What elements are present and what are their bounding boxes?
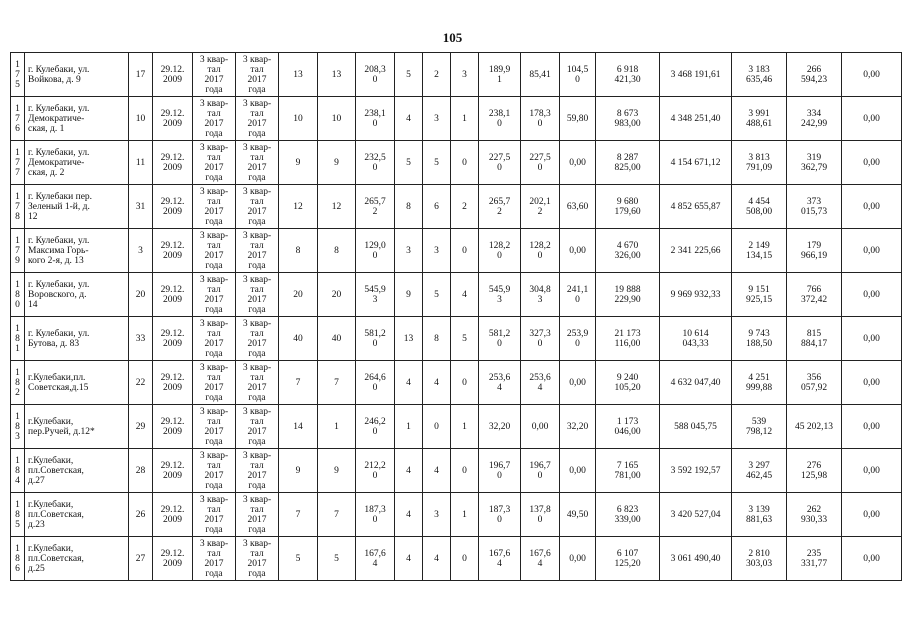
local-cost-cell: 276 125,98 [787, 449, 842, 493]
local-cost-cell: 815 884,17 [787, 317, 842, 361]
date-cell: 29.12. 2009 [153, 537, 193, 581]
planned-quarter-cell: 3 квар- тал 2017 года [193, 405, 236, 449]
date-cell: 29.12. 2009 [153, 493, 193, 537]
row-number-cell: 1 8 4 [11, 449, 25, 493]
date-cell: 29.12. 2009 [153, 361, 193, 405]
apartments-municipal-cell: 0 [451, 537, 479, 581]
apartments-total-cell: 3 [395, 229, 423, 273]
apartments-total-cell: 9 [395, 273, 423, 317]
fund-cost-cell: 3 420 527,04 [660, 493, 732, 537]
planned-quarter-cell: 3 квар- тал 2017 года [193, 537, 236, 581]
table-row [11, 185, 902, 229]
other-cost-cell: 0,00 [842, 493, 902, 537]
date-cell: 29.12. 2009 [153, 317, 193, 361]
row-number-cell: 1 8 0 [11, 273, 25, 317]
area-relocated-cell: 187,3 0 [479, 493, 521, 537]
area-private-cell: 85,41 [521, 53, 560, 97]
area-total-cell: 167,6 4 [356, 537, 395, 581]
area-municipal-cell: 253,9 0 [560, 317, 596, 361]
address-cell: г. Кулебаки, ул. Воровского, д. 14 [25, 273, 129, 317]
area-total-cell: 212,2 0 [356, 449, 395, 493]
residents-relocated-cell: 7 [318, 361, 356, 405]
apartments-total-cell: 4 [395, 361, 423, 405]
row-number-cell: 1 8 2 [11, 361, 25, 405]
table-row [11, 405, 902, 449]
area-relocated-cell: 32,20 [479, 405, 521, 449]
area-total-cell: 246,2 0 [356, 405, 395, 449]
area-private-cell: 304,8 3 [521, 273, 560, 317]
address-cell: г.Кулебаки, пл.Советская, д.23 [25, 493, 129, 537]
apartments-total-cell: 4 [395, 449, 423, 493]
local-cost-cell: 235 331,77 [787, 537, 842, 581]
table-body [11, 53, 902, 581]
fund-cost-cell: 3 061 490,40 [660, 537, 732, 581]
area-relocated-cell: 189,9 1 [479, 53, 521, 97]
code-cell: 11 [129, 141, 153, 185]
local-cost-cell: 766 372,42 [787, 273, 842, 317]
code-cell: 3 [129, 229, 153, 273]
planned-quarter-cell: 3 квар- тал 2017 года [193, 317, 236, 361]
code-cell: 27 [129, 537, 153, 581]
local-cost-cell: 179 966,19 [787, 229, 842, 273]
other-cost-cell: 0,00 [842, 141, 902, 185]
area-private-cell: 178,3 0 [521, 97, 560, 141]
area-relocated-cell: 545,9 3 [479, 273, 521, 317]
apartments-private-cell: 4 [423, 449, 451, 493]
planned-quarter-cell: 3 квар- тал 2017 года [193, 229, 236, 273]
actual-quarter-cell: 3 квар- тал 2017 года [236, 53, 279, 97]
apartments-private-cell: 8 [423, 317, 451, 361]
cost-total-cell: 7 165 781,00 [596, 449, 660, 493]
area-total-cell: 129,0 0 [356, 229, 395, 273]
area-total-cell: 187,3 0 [356, 493, 395, 537]
area-municipal-cell: 0,00 [560, 449, 596, 493]
fund-cost-cell: 4 852 655,87 [660, 185, 732, 229]
area-municipal-cell: 104,5 0 [560, 53, 596, 97]
residents-total-cell: 8 [279, 229, 318, 273]
residents-relocated-cell: 20 [318, 273, 356, 317]
apartments-municipal-cell: 1 [451, 405, 479, 449]
apartments-private-cell: 5 [423, 141, 451, 185]
actual-quarter-cell: 3 квар- тал 2017 года [236, 493, 279, 537]
date-cell: 29.12. 2009 [153, 449, 193, 493]
apartments-total-cell: 13 [395, 317, 423, 361]
fund-cost-cell: 4 154 671,12 [660, 141, 732, 185]
area-private-cell: 0,00 [521, 405, 560, 449]
area-relocated-cell: 227,5 0 [479, 141, 521, 185]
planned-quarter-cell: 3 квар- тал 2017 года [193, 97, 236, 141]
table-row [11, 97, 902, 141]
table-row [11, 537, 902, 581]
address-cell: г.Кулебаки, пер.Ручей, д.12* [25, 405, 129, 449]
region-cost-cell: 9 743 188,50 [732, 317, 787, 361]
region-cost-cell: 4 251 999,88 [732, 361, 787, 405]
region-cost-cell: 2 810 303,03 [732, 537, 787, 581]
residents-total-cell: 12 [279, 185, 318, 229]
apartments-private-cell: 2 [423, 53, 451, 97]
cost-total-cell: 6 823 339,00 [596, 493, 660, 537]
local-cost-cell: 262 930,33 [787, 493, 842, 537]
area-private-cell: 128,2 0 [521, 229, 560, 273]
area-relocated-cell: 265,7 2 [479, 185, 521, 229]
residents-relocated-cell: 10 [318, 97, 356, 141]
row-number-cell: 1 7 9 [11, 229, 25, 273]
area-private-cell: 327,3 0 [521, 317, 560, 361]
region-cost-cell: 2 149 134,15 [732, 229, 787, 273]
residents-relocated-cell: 9 [318, 141, 356, 185]
cost-total-cell: 9 240 105,20 [596, 361, 660, 405]
row-number-cell: 1 8 1 [11, 317, 25, 361]
address-cell: г. Кулебаки, ул. Бутова, д. 83 [25, 317, 129, 361]
other-cost-cell: 0,00 [842, 97, 902, 141]
other-cost-cell: 0,00 [842, 449, 902, 493]
table-row [11, 317, 902, 361]
fund-cost-cell: 588 045,75 [660, 405, 732, 449]
actual-quarter-cell: 3 квар- тал 2017 года [236, 273, 279, 317]
row-number-cell: 1 8 3 [11, 405, 25, 449]
code-cell: 26 [129, 493, 153, 537]
other-cost-cell: 0,00 [842, 229, 902, 273]
code-cell: 29 [129, 405, 153, 449]
area-private-cell: 227,5 0 [521, 141, 560, 185]
local-cost-cell: 45 202,13 [787, 405, 842, 449]
residents-total-cell: 14 [279, 405, 318, 449]
address-cell: г.Кулебаки,пл. Советская,д.15 [25, 361, 129, 405]
area-municipal-cell: 49,50 [560, 493, 596, 537]
region-cost-cell: 539 798,12 [732, 405, 787, 449]
code-cell: 33 [129, 317, 153, 361]
date-cell: 29.12. 2009 [153, 141, 193, 185]
apartments-total-cell: 4 [395, 493, 423, 537]
apartments-total-cell: 4 [395, 97, 423, 141]
area-municipal-cell: 241,1 0 [560, 273, 596, 317]
other-cost-cell: 0,00 [842, 537, 902, 581]
table-row [11, 229, 902, 273]
address-cell: г. Кулебаки, ул. Максима Горь- кого 2-я, д. 13 [25, 229, 129, 273]
residents-relocated-cell: 9 [318, 449, 356, 493]
area-municipal-cell: 0,00 [560, 361, 596, 405]
apartments-private-cell: 4 [423, 361, 451, 405]
cost-total-cell: 21 173 116,00 [596, 317, 660, 361]
date-cell: 29.12. 2009 [153, 53, 193, 97]
actual-quarter-cell: 3 квар- тал 2017 года [236, 537, 279, 581]
apartments-municipal-cell: 3 [451, 53, 479, 97]
address-cell: г. Кулебаки, ул. Демократиче- ская, д. 2 [25, 141, 129, 185]
apartments-municipal-cell: 0 [451, 229, 479, 273]
residents-total-cell: 7 [279, 361, 318, 405]
area-private-cell: 196,7 0 [521, 449, 560, 493]
actual-quarter-cell: 3 квар- тал 2017 года [236, 405, 279, 449]
area-relocated-cell: 196,7 0 [479, 449, 521, 493]
area-municipal-cell: 0,00 [560, 229, 596, 273]
residents-relocated-cell: 5 [318, 537, 356, 581]
other-cost-cell: 0,00 [842, 361, 902, 405]
code-cell: 17 [129, 53, 153, 97]
area-total-cell: 208,3 0 [356, 53, 395, 97]
other-cost-cell: 0,00 [842, 185, 902, 229]
planned-quarter-cell: 3 квар- тал 2017 года [193, 361, 236, 405]
residents-relocated-cell: 12 [318, 185, 356, 229]
page-number: 105 [442, 30, 463, 45]
apartments-municipal-cell: 1 [451, 493, 479, 537]
residents-total-cell: 9 [279, 449, 318, 493]
other-cost-cell: 0,00 [842, 405, 902, 449]
area-municipal-cell: 0,00 [560, 537, 596, 581]
apartments-private-cell: 4 [423, 537, 451, 581]
area-relocated-cell: 253,6 4 [479, 361, 521, 405]
code-cell: 22 [129, 361, 153, 405]
local-cost-cell: 373 015,73 [787, 185, 842, 229]
fund-cost-cell: 4 632 047,40 [660, 361, 732, 405]
cost-total-cell: 8 673 983,00 [596, 97, 660, 141]
apartments-private-cell: 3 [423, 493, 451, 537]
actual-quarter-cell: 3 квар- тал 2017 года [236, 361, 279, 405]
residents-total-cell: 10 [279, 97, 318, 141]
apartments-total-cell: 8 [395, 185, 423, 229]
actual-quarter-cell: 3 квар- тал 2017 года [236, 449, 279, 493]
cost-total-cell: 6 107 125,20 [596, 537, 660, 581]
actual-quarter-cell: 3 квар- тал 2017 года [236, 185, 279, 229]
planned-quarter-cell: 3 квар- тал 2017 года [193, 53, 236, 97]
area-municipal-cell: 32,20 [560, 405, 596, 449]
code-cell: 28 [129, 449, 153, 493]
area-total-cell: 581,2 0 [356, 317, 395, 361]
region-cost-cell: 9 151 925,15 [732, 273, 787, 317]
region-cost-cell: 3 183 635,46 [732, 53, 787, 97]
date-cell: 29.12. 2009 [153, 97, 193, 141]
local-cost-cell: 356 057,92 [787, 361, 842, 405]
residents-relocated-cell: 1 [318, 405, 356, 449]
address-cell: г. Кулебаки, ул. Войкова, д. 9 [25, 53, 129, 97]
local-cost-cell: 334 242,99 [787, 97, 842, 141]
apartments-municipal-cell: 4 [451, 273, 479, 317]
date-cell: 29.12. 2009 [153, 185, 193, 229]
row-number-cell: 1 7 5 [11, 53, 25, 97]
code-cell: 20 [129, 273, 153, 317]
apartments-total-cell: 5 [395, 141, 423, 185]
area-municipal-cell: 0,00 [560, 141, 596, 185]
area-total-cell: 265,7 2 [356, 185, 395, 229]
other-cost-cell: 0,00 [842, 53, 902, 97]
cost-total-cell: 4 670 326,00 [596, 229, 660, 273]
apartments-total-cell: 1 [395, 405, 423, 449]
residents-total-cell: 40 [279, 317, 318, 361]
area-private-cell: 202,1 2 [521, 185, 560, 229]
address-cell: г.Кулебаки, пл.Советская, д.25 [25, 537, 129, 581]
region-cost-cell: 3 813 791,09 [732, 141, 787, 185]
date-cell: 29.12. 2009 [153, 229, 193, 273]
table-row [11, 361, 902, 405]
actual-quarter-cell: 3 квар- тал 2017 года [236, 141, 279, 185]
fund-cost-cell: 3 592 192,57 [660, 449, 732, 493]
apartments-municipal-cell: 0 [451, 361, 479, 405]
area-total-cell: 545,9 3 [356, 273, 395, 317]
housing-table [10, 52, 902, 581]
actual-quarter-cell: 3 квар- тал 2017 года [236, 317, 279, 361]
address-cell: г.Кулебаки, пл.Советская, д.27 [25, 449, 129, 493]
area-municipal-cell: 59,80 [560, 97, 596, 141]
other-cost-cell: 0,00 [842, 273, 902, 317]
area-relocated-cell: 167,6 4 [479, 537, 521, 581]
actual-quarter-cell: 3 квар- тал 2017 года [236, 97, 279, 141]
region-cost-cell: 3 297 462,45 [732, 449, 787, 493]
residents-relocated-cell: 13 [318, 53, 356, 97]
code-cell: 10 [129, 97, 153, 141]
table-row [11, 449, 902, 493]
residents-total-cell: 20 [279, 273, 318, 317]
cost-total-cell: 9 680 179,60 [596, 185, 660, 229]
area-relocated-cell: 238,1 0 [479, 97, 521, 141]
apartments-total-cell: 4 [395, 537, 423, 581]
row-number-cell: 1 8 5 [11, 493, 25, 537]
local-cost-cell: 266 594,23 [787, 53, 842, 97]
apartments-municipal-cell: 2 [451, 185, 479, 229]
planned-quarter-cell: 3 квар- тал 2017 года [193, 449, 236, 493]
fund-cost-cell: 9 969 932,33 [660, 273, 732, 317]
area-private-cell: 253,6 4 [521, 361, 560, 405]
row-number-cell: 1 7 7 [11, 141, 25, 185]
date-cell: 29.12. 2009 [153, 273, 193, 317]
area-total-cell: 238,1 0 [356, 97, 395, 141]
apartments-private-cell: 0 [423, 405, 451, 449]
other-cost-cell: 0,00 [842, 317, 902, 361]
planned-quarter-cell: 3 квар- тал 2017 года [193, 185, 236, 229]
date-cell: 29.12. 2009 [153, 405, 193, 449]
planned-quarter-cell: 3 квар- тал 2017 года [193, 141, 236, 185]
residents-relocated-cell: 8 [318, 229, 356, 273]
area-total-cell: 264,6 0 [356, 361, 395, 405]
apartments-private-cell: 6 [423, 185, 451, 229]
area-total-cell: 232,5 0 [356, 141, 395, 185]
fund-cost-cell: 10 614 043,33 [660, 317, 732, 361]
code-cell: 31 [129, 185, 153, 229]
table-row [11, 53, 902, 97]
residents-relocated-cell: 7 [318, 493, 356, 537]
area-private-cell: 137,8 0 [521, 493, 560, 537]
region-cost-cell: 3 139 881,63 [732, 493, 787, 537]
address-cell: г. Кулебаки пер. Зеленый 1-й, д. 12 [25, 185, 129, 229]
apartments-municipal-cell: 1 [451, 97, 479, 141]
area-municipal-cell: 63,60 [560, 185, 596, 229]
row-number-cell: 1 7 6 [11, 97, 25, 141]
apartments-total-cell: 5 [395, 53, 423, 97]
apartments-private-cell: 3 [423, 97, 451, 141]
residents-total-cell: 7 [279, 493, 318, 537]
cost-total-cell: 19 888 229,90 [596, 273, 660, 317]
cost-total-cell: 1 173 046,00 [596, 405, 660, 449]
apartments-municipal-cell: 5 [451, 317, 479, 361]
table-row [11, 493, 902, 537]
apartments-private-cell: 3 [423, 229, 451, 273]
planned-quarter-cell: 3 квар- тал 2017 года [193, 493, 236, 537]
actual-quarter-cell: 3 квар- тал 2017 года [236, 229, 279, 273]
table-row [11, 273, 902, 317]
apartments-municipal-cell: 0 [451, 449, 479, 493]
local-cost-cell: 319 362,79 [787, 141, 842, 185]
residents-total-cell: 9 [279, 141, 318, 185]
area-relocated-cell: 581,2 0 [479, 317, 521, 361]
apartments-municipal-cell: 0 [451, 141, 479, 185]
area-private-cell: 167,6 4 [521, 537, 560, 581]
cost-total-cell: 8 287 825,00 [596, 141, 660, 185]
residents-total-cell: 5 [279, 537, 318, 581]
fund-cost-cell: 3 468 191,61 [660, 53, 732, 97]
cost-total-cell: 6 918 421,30 [596, 53, 660, 97]
residents-relocated-cell: 40 [318, 317, 356, 361]
fund-cost-cell: 2 341 225,66 [660, 229, 732, 273]
region-cost-cell: 3 991 488,61 [732, 97, 787, 141]
apartments-private-cell: 5 [423, 273, 451, 317]
row-number-cell: 1 7 8 [11, 185, 25, 229]
address-cell: г. Кулебаки, ул. Демократиче- ская, д. 1 [25, 97, 129, 141]
region-cost-cell: 4 454 508,00 [732, 185, 787, 229]
table-row [11, 141, 902, 185]
residents-total-cell: 13 [279, 53, 318, 97]
fund-cost-cell: 4 348 251,40 [660, 97, 732, 141]
area-relocated-cell: 128,2 0 [479, 229, 521, 273]
planned-quarter-cell: 3 квар- тал 2017 года [193, 273, 236, 317]
row-number-cell: 1 8 6 [11, 537, 25, 581]
